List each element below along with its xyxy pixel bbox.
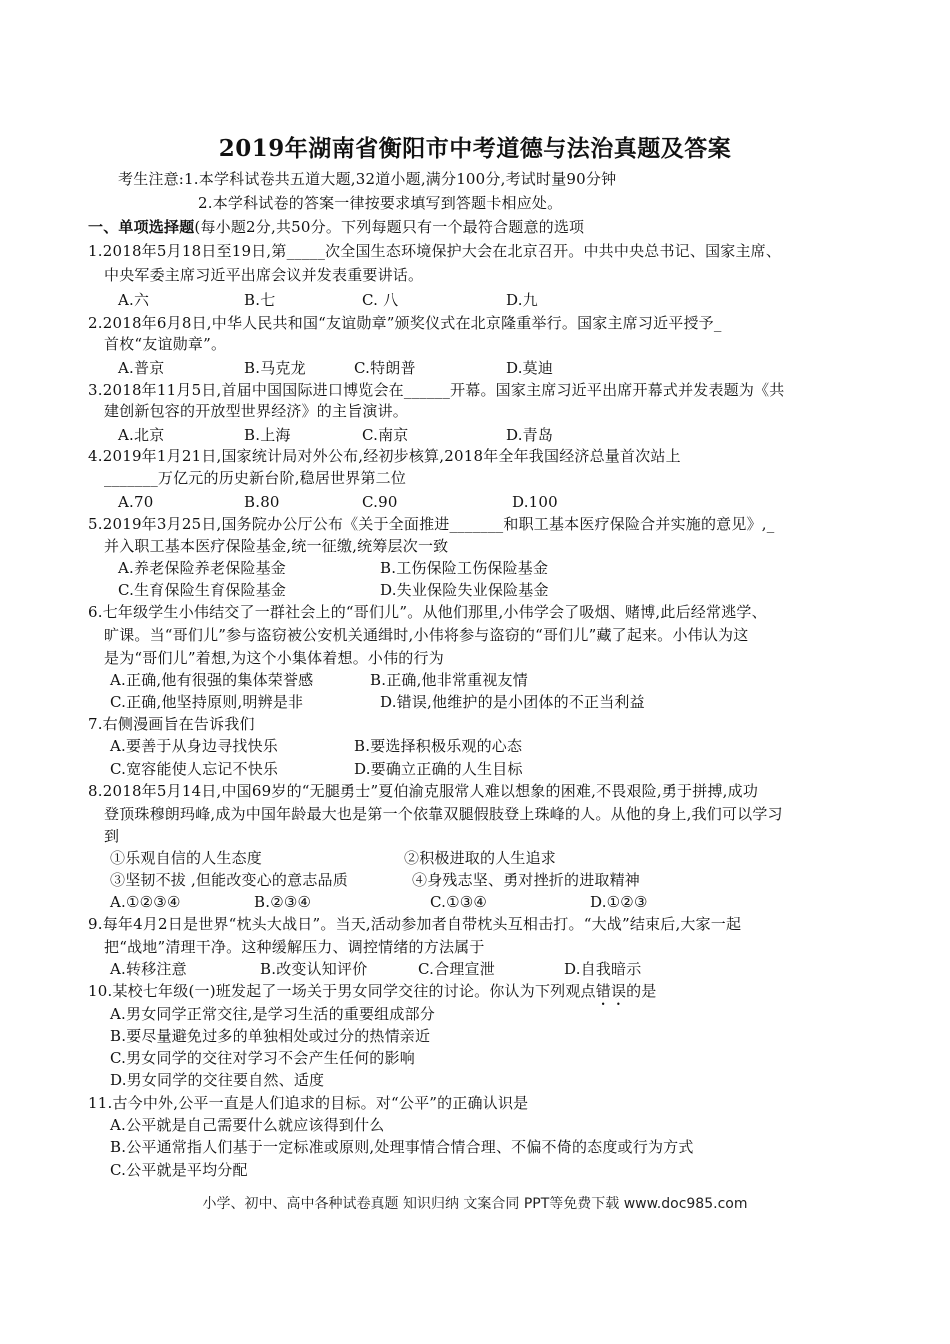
q3-option-a: A.北京 [118, 426, 165, 444]
q2-option-c: C.特朗普 [354, 359, 416, 377]
q6-stem-line-1: 6.七年级学生小伟结交了一群社会上的“哥们儿”。从他们那里,小伟学会了吸烟、赌博,此后经常逃学、 [88, 603, 767, 621]
q10-stem-tail: 的是 [626, 982, 657, 1000]
q1-stem-line-2: 中央军委主席习近平出席会议并发表重要讲话。 [104, 266, 424, 284]
q1-option-a: A.六 [118, 291, 150, 309]
q8-option-d: D.①②③ [590, 893, 648, 911]
q3-option-d: D.青岛 [506, 426, 554, 444]
section-heading [88, 217, 584, 237]
q9-option-b: B.改变认知评价 [260, 960, 368, 978]
q6-option-b: B.正确,他非常重视友情 [370, 671, 528, 689]
q5-stem-line-2: 并入职工基本医疗保险基金,统一征缴,统筹层次一致 [104, 537, 449, 555]
q3-stem-line-1: 3.2018年11月5日,首届中国国际进口博览会在______开幕。国家主席习近平出席开幕式并发表题为《共 [88, 381, 785, 399]
q8-statement-4: ④身残志坚、勇对挫折的进取精神 [412, 871, 641, 889]
q2-stem-line-2: 首枚“友谊勋章”。 [104, 335, 227, 353]
q11-option-a: A.公平就是自己需要什么就应该得到什么 [110, 1116, 385, 1134]
q10-option-b: B.要尽量避免过多的单独相处或过分的热情亲近 [110, 1027, 431, 1045]
q6-option-d: D.错误,他维护的是小团体的不正当利益 [380, 693, 645, 711]
q5-stem-line-1: 5.2019年3月25日,国务院办公厅公布《关于全面推进_______和职工基本医疗保险合并实施的意见》,_ [88, 515, 775, 533]
q1-stem-line-1: 1.2018年5月18日至19日,第_____次全国生态环境保护大会在北京召开。中共中央总书记、国家主席、 [88, 242, 782, 260]
q7-stem-line-1: 7.右侧漫画旨在告诉我们 [88, 715, 255, 733]
section-title: 一、单项选择题 [88, 218, 195, 236]
q8-stem-line-2: 登顶珠穆朗玛峰,成为中国年龄最大也是第一个依靠双腿假肢登上珠峰的人。从他的身上,我们可以学习 [104, 805, 783, 823]
q8-stem-line-1: 8.2018年5月14日,中国69岁的“无腿勇士”夏伯渝克服常人难以想象的困难,不畏艰险,勇于拼搏,成功 [88, 782, 759, 800]
q1-option-b: B.七 [244, 291, 276, 309]
q2-stem-line-1: 2.2018年6月8日,中华人民共和国“友谊勋章”颁奖仪式在北京隆重举行。国家主席习近平授予_ [88, 314, 722, 332]
notice-line-2: 2.本学科试卷的答案一律按要求填写到答题卡相应处。 [198, 194, 563, 212]
q10-option-c: C.男女同学的交往对学习不会产生任何的影响 [110, 1049, 415, 1067]
q8-statement-2: ②积极进取的人生追求 [404, 849, 557, 867]
q5-option-d: D.失业保险失业保险基金 [380, 581, 549, 599]
notice-line-1: 考生注意:1.本学科试卷共五道大题,32道小题,满分100分,考试时量90分钟 [118, 170, 617, 188]
q9-stem-line-1: 9.每年4月2日是世界“枕头大战日”。当天,活动参加者自带枕头互相击打。“大战”结束后,大家一起 [88, 915, 742, 933]
q2-option-a: A.普京 [118, 359, 165, 377]
q4-stem-line-2: _______万亿元的历史新台阶,稳居世界第二位 [104, 469, 407, 487]
q9-option-a: A.转移注意 [110, 960, 187, 978]
q5-option-b: B.工伤保险工伤保险基金 [380, 559, 549, 577]
q4-option-a: A.70 [118, 493, 154, 511]
q1-option-d: D.九 [506, 291, 538, 309]
section-instructions: (每小题2分,共50分。下列每题只有一个最符合题意的选项 [194, 218, 585, 236]
q7-option-d: D.要确立正确的人生目标 [354, 760, 523, 778]
q6-stem-line-3: 是为“哥们儿”着想,为这个小集体着想。小伟的行为 [104, 649, 444, 667]
q3-option-b: B.上海 [244, 426, 291, 444]
q5-option-a: A.养老保险养老保险基金 [118, 559, 287, 577]
q4-option-c: C.90 [362, 493, 398, 511]
q10-emphasis: 错误 [595, 982, 627, 1000]
q2-option-d: D.莫迪 [506, 359, 554, 377]
page-footer: 小学、初中、高中各种试卷真题 知识归纳 文案合同 PPT等免费下载 www.doc985.com [202, 1196, 748, 1212]
q10-stem-text: 10.某校七年级(一)班发起了一场关于男女同学交往的讨论。你认为下列观点 [88, 982, 596, 1000]
q6-option-a: A.正确,他有很强的集体荣誉感 [110, 671, 314, 689]
q6-stem-line-2: 旷课。当“哥们儿”参与盗窃被公安机关通缉时,小伟将参与盗窃的“哥们儿”藏了起来。小伟认为这 [104, 626, 749, 644]
q7-option-c: C.宽容能使人忘记不快乐 [110, 760, 279, 778]
q5-option-c: C.生育保险生育保险基金 [118, 581, 287, 599]
q9-stem-line-2: 把“战地”清理干净。这种缓解压力、调控情绪的方法属于 [104, 938, 485, 956]
q8-statement-3: ③坚韧不拔 ,但能改变心的意志品质 [110, 871, 348, 889]
q8-option-c: C.①③④ [430, 893, 488, 911]
q8-option-b: B.②③④ [254, 893, 312, 911]
q11-stem-line-1: 11.古今中外,公平一直是人们追求的目标。对“公平”的正确认识是 [88, 1094, 529, 1112]
q9-option-d: D.自我暗示 [564, 960, 642, 978]
page-title: 2019年湖南省衡阳市中考道德与法治真题及答案 [218, 135, 732, 162]
q11-option-c: C.公平就是平均分配 [110, 1161, 248, 1179]
q11-option-b: B.公平通常指人们基于一定标准或原则,处理事情合情合理、不偏不倚的态度或行为方式 [110, 1138, 694, 1156]
q2-option-b: B.马克龙 [244, 359, 306, 377]
q4-option-b: B.80 [244, 493, 280, 511]
q7-option-a: A.要善于从身边寻找快乐 [110, 737, 279, 755]
q10-option-d: D.男女同学的交往要自然、适度 [110, 1071, 325, 1089]
q7-option-b: B.要选择积极乐观的心态 [354, 737, 523, 755]
q8-statement-1: ①乐观自信的人生态度 [110, 849, 263, 867]
q6-option-c: C.正确,他坚持原则,明辨是非 [110, 693, 304, 711]
q4-option-d: D.100 [512, 493, 558, 511]
q10-option-a: A.男女同学正常交往,是学习生活的重要组成部分 [110, 1005, 435, 1023]
q3-option-c: C.南京 [362, 426, 409, 444]
q8-stem-line-3: 到 [104, 827, 120, 845]
q8-option-a: A.①②③④ [110, 893, 181, 911]
q4-stem-line-1: 4.2019年1月21日,国家统计局对外公布,经初步核算,2018年全年我国经济总量首次站上 [88, 447, 681, 465]
q3-stem-line-2: 建创新包容的开放型世界经济》的主旨演讲。 [104, 402, 409, 420]
q9-option-c: C.合理宣泄 [418, 960, 495, 978]
q1-option-c: C. 八 [362, 291, 399, 309]
